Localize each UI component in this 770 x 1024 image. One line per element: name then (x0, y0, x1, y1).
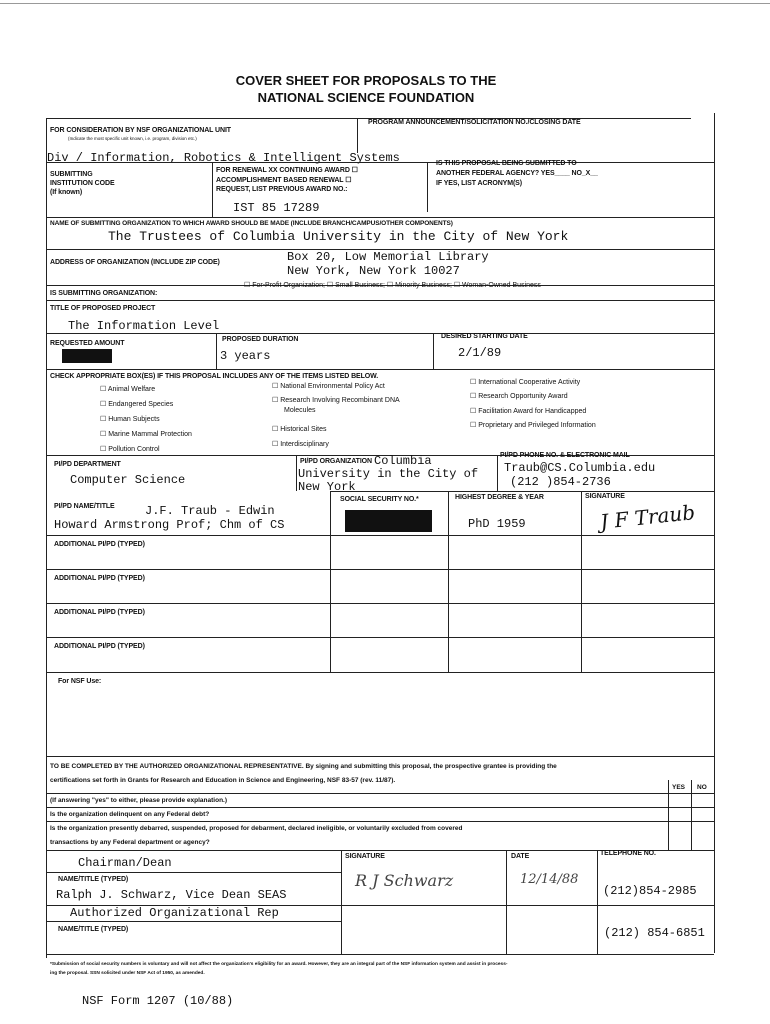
check-recombinant-dna-cont: Molecules (284, 407, 316, 414)
footnote-line1: *Submission of social security numbers is voluntary and will not affect the organization's eligibility for an award. However, they are an integral part of the NSF information system and assist in process- (50, 962, 508, 967)
additional-pi-label-3: ADDITIONAL PI/PD (TYPED) (54, 609, 145, 616)
check-marine-mammal[interactable]: ☐ Marine Mammal Protection (100, 431, 192, 438)
pi-org-label: PI/PD ORGANIZATION (300, 458, 372, 465)
renewal-label: REQUEST, LIST PREVIOUS AWARD NO.: (216, 186, 348, 193)
rule (46, 162, 714, 163)
rule (330, 491, 331, 672)
cert-line6: transactions by any Federal department or agency? (50, 839, 210, 846)
address-line1: Box 20, Low Memorial Library (287, 250, 489, 264)
rule (427, 162, 428, 212)
rule (581, 491, 582, 672)
pi-name-value-1: J.F. Traub - Edwin (145, 504, 275, 518)
signoff-date-value: 12/14/88 (520, 872, 579, 887)
rule (46, 793, 714, 794)
renewal-label: ACCOMPLISHMENT BASED RENEWAL ☐ (216, 177, 352, 184)
cert-line5: Is the organization presently debarred, suspended, proposed for debarment, declared ineligible, or voluntarily excluded from covered (50, 825, 463, 832)
signoff-phone2: (212) 854-6851 (604, 926, 705, 940)
rule (46, 369, 714, 370)
pi-org-value-3: New York (298, 480, 356, 494)
rule (46, 872, 341, 873)
rule (46, 821, 714, 822)
signoff-signature: R J Schwarz (355, 871, 454, 890)
rule (433, 333, 434, 369)
unit-sublabel: (Indicate the most specific unit known, i.e. program, division etc.) (68, 136, 197, 141)
cert-line2: certifications set forth in Grants for Research and Education in Science and Engineering, NSF 83-57 (rev. 11/87). (50, 777, 396, 784)
rule (691, 780, 692, 850)
check-interdisciplinary[interactable]: ☐ Interdisciplinary (272, 441, 329, 448)
submitting-label: INSTITUTION CODE (50, 180, 115, 187)
check-historical-sites[interactable]: ☐ Historical Sites (272, 426, 327, 433)
check-international-coop[interactable]: ☐ International Cooperative Activity (470, 379, 581, 386)
frame-right (714, 113, 715, 953)
submitting-label: SUBMITTING (50, 171, 93, 178)
pi-org-value-1: Columbia (374, 454, 432, 468)
ssn-label: SOCIAL SECURITY NO.* (340, 496, 419, 503)
rule (357, 118, 358, 153)
rule (46, 300, 714, 301)
rule (341, 850, 342, 955)
degree-label: HIGHEST DEGREE & YEAR (455, 494, 544, 501)
check-endangered-species[interactable]: ☐ Endangered Species (100, 401, 174, 408)
signature-label: SIGNATURE (585, 493, 625, 500)
unit-value: Div / Information, Robotics & Intelligent Systems (47, 151, 400, 165)
redacted-ssn (345, 510, 432, 532)
degree-value: PhD 1959 (468, 517, 526, 531)
org-type-label: IS SUBMITTING ORGANIZATION: (50, 290, 158, 297)
form-title-line2: NATIONAL SCIENCE FOUNDATION (257, 90, 475, 105)
duration-value: 3 years (220, 349, 271, 363)
pi-email-value: Traub@CS.Columbia.edu (504, 461, 656, 475)
additional-pi-label-4: ADDITIONAL PI/PD (TYPED) (54, 643, 145, 650)
check-recombinant-dna[interactable]: ☐ Research Involving Recombinant DNA (272, 397, 400, 404)
pi-signature: J F Traub (599, 500, 697, 534)
rule (597, 850, 598, 955)
project-title-label: TITLE OF PROPOSED PROJECT (50, 305, 156, 312)
rule (46, 807, 714, 808)
org-type-options: ☐ For-Profit Organization; ☐ Small Business; ☐ Minority Business; ☐ Woman-Owned Business (244, 282, 541, 289)
checkboxes-label: CHECK APPROPRIATE BOX(ES) IF THIS PROPOSAL INCLUDES ANY OF THE ITEMS LISTED BELOW. (50, 373, 379, 380)
check-proprietary-info[interactable]: ☐ Proprietary and Privileged Information (470, 422, 596, 429)
start-date-value: 2/1/89 (458, 346, 502, 360)
rule (212, 162, 213, 217)
form-title-line1: COVER SHEET FOR PROPOSALS TO THE (235, 73, 497, 88)
project-title-value: The Information Level (68, 319, 220, 333)
signoff-name-label2: NAME/TITLE (TYPED) (58, 926, 129, 933)
rule (46, 333, 714, 334)
rule (330, 491, 714, 492)
signoff-phone1: (212)854-2985 (603, 884, 697, 898)
rule (448, 491, 449, 672)
nsf-use-label: For NSF Use: (58, 678, 102, 685)
renewal-label: FOR RENEWAL XX CONTINUING AWARD ☐ (216, 167, 358, 174)
rule (506, 850, 507, 955)
org-name-label: NAME OF SUBMITTING ORGANIZATION TO WHICH AWARD SHOULD BE MADE (INCLUDE BRANCH/CAMPUS/OTHER COMPONENTS) (50, 220, 453, 227)
start-date-label: DESIRED STARTING DATE (441, 333, 528, 340)
cert-line1: TO BE COMPLETED BY THE AUTHORIZED ORGANIZATIONAL REPRESENTATIVE. By signing and submitting this proposal, the prospective grantee is providing the (50, 763, 557, 770)
signoff-title1: Chairman/Dean (78, 856, 172, 870)
org-name-value: The Trustees of Columbia University in the City of New York (108, 229, 569, 244)
footnote-line2: ing the proposal. SSN solicited under NSF Act of 1950, as amended. (50, 971, 205, 976)
other-agency-label: ANOTHER FEDERAL AGENCY? YES____ NO_X__ (436, 170, 598, 177)
other-agency-label: IF YES, LIST ACRONYM(S) (436, 180, 522, 187)
previous-award-value: IST 85 17289 (233, 201, 320, 215)
additional-pi-label-2: ADDITIONAL PI/PD (TYPED) (54, 575, 145, 582)
amount-label: REQUESTED AMOUNT (50, 340, 125, 347)
pi-org-value-2: University in the City of (298, 467, 479, 481)
address-label: ADDRESS OF ORGANIZATION (INCLUDE ZIP CODE) (50, 259, 220, 266)
rule (46, 603, 714, 604)
signoff-date-label: DATE (511, 853, 530, 860)
scan-edge (0, 3, 770, 4)
address-line2: New York, New York 10027 (287, 264, 460, 278)
program-label: PROGRAM ANNOUNCEMENT/SOLICITATION NO./CLOSING DATE (368, 119, 581, 126)
check-pollution-control[interactable]: ☐ Pollution Control (100, 446, 160, 453)
cert-line4: Is the organization delinquent on any Federal debt? (50, 811, 210, 818)
submitting-label: (If known) (50, 189, 83, 196)
signoff-signature-label: SIGNATURE (345, 853, 385, 860)
other-agency-label: IS THIS PROPOSAL BEING SUBMITTED TO (436, 160, 577, 167)
additional-pi-label-1: ADDITIONAL PI/PD (TYPED) (54, 541, 145, 548)
pi-phone-label: PI/PD PHONE NO. & ELECTRONIC MAIL (500, 452, 630, 459)
rule (46, 756, 714, 757)
cert-line3: (If answering "yes" to either, please provide explanation.) (50, 797, 228, 804)
frame-left (46, 118, 47, 958)
pi-dept-value: Computer Science (70, 473, 186, 487)
pi-name-value-2: Howard Armstrong Prof; Chm of CS (54, 518, 285, 532)
signoff-title2: Authorized Organizational Rep (70, 906, 279, 920)
unit-label: FOR CONSIDERATION BY NSF ORGANIZATIONAL UNIT (50, 127, 231, 134)
cert-no: NO (697, 784, 707, 791)
rule (216, 333, 217, 369)
pi-phone-value: (212 )854-2736 (510, 475, 611, 489)
check-environmental-policy[interactable]: ☐ National Environmental Policy Act (272, 383, 385, 390)
form-number: NSF Form 1207 (10/88) (82, 994, 234, 1008)
check-research-opportunity[interactable]: ☐ Research Opportunity Award (470, 393, 568, 400)
rule (46, 637, 714, 638)
signoff-name-value: Ralph J. Schwarz, Vice Dean SEAS (56, 888, 287, 902)
pi-name-label: PI/PD NAME/TITLE (54, 503, 115, 510)
rule (497, 455, 498, 491)
signoff-name-label: NAME/TITLE (TYPED) (58, 876, 129, 883)
rule (46, 921, 341, 922)
pi-dept-label: PI/PD DEPARTMENT (54, 461, 121, 468)
check-facilitation-award[interactable]: ☐ Facilitation Award for Handicapped (470, 408, 587, 415)
rule (46, 672, 714, 673)
rule (46, 569, 714, 570)
signoff-telephone-label: TELEPHONE NO. (600, 850, 656, 857)
rule (46, 217, 714, 218)
rule (46, 535, 714, 536)
rule (46, 954, 714, 955)
check-animal-welfare[interactable]: ☐ Animal Welfare (100, 386, 156, 393)
redacted-amount (62, 349, 112, 363)
rule (668, 780, 669, 850)
duration-label: PROPOSED DURATION (222, 336, 299, 343)
check-human-subjects[interactable]: ☐ Human Subjects (100, 416, 160, 423)
cert-yes: YES (672, 784, 686, 791)
rule (296, 455, 297, 491)
